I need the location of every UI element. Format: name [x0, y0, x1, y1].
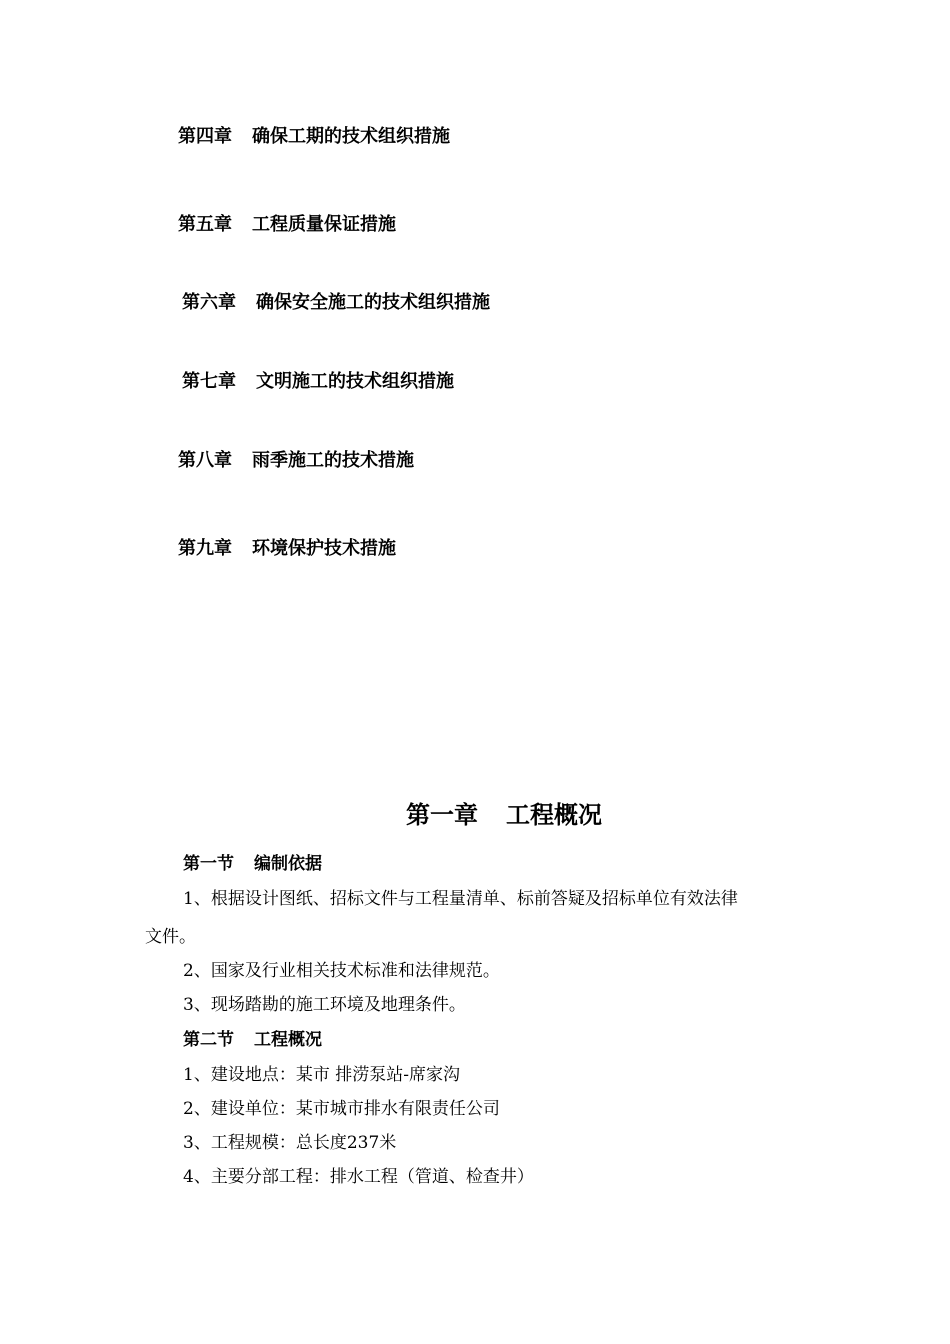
- chapter-name: 工程概况: [506, 800, 602, 829]
- section-title: 工程概况: [254, 1030, 322, 1050]
- toc-chapter-title: 工程质量保证措施: [252, 214, 396, 235]
- toc-chapter-number: 第八章: [178, 450, 232, 471]
- toc-chapter-number: 第四章: [178, 126, 232, 147]
- chapter-title: [406, 800, 602, 830]
- toc-chapter-title: 文明施工的技术组织措施: [256, 371, 454, 392]
- section1-item-1-continuation: 文件。: [145, 927, 196, 947]
- section2-item-3: 3、工程规模：总长度237米: [183, 1133, 397, 1153]
- toc-item-chapter-5: [178, 214, 396, 236]
- section2-item-1: 1、建设地点：某市 排涝泵站-席家沟: [183, 1065, 460, 1085]
- toc-item-chapter-9: [178, 538, 396, 560]
- section1-item-3: 3、现场踏勘的施工环境及地理条件。: [183, 995, 466, 1015]
- section-heading-2: [183, 1029, 322, 1051]
- section-number: 第一节: [183, 854, 234, 874]
- toc-chapter-title: 雨季施工的技术措施: [252, 450, 414, 471]
- section2-item-4: 4、主要分部工程：排水工程（管道、检查井）: [183, 1167, 534, 1187]
- section2-item-2: 2、建设单位：某市城市排水有限责任公司: [183, 1099, 500, 1119]
- section-number: 第二节: [183, 1030, 234, 1050]
- toc-chapter-number: 第五章: [178, 214, 232, 235]
- toc-chapter-title: 确保工期的技术组织措施: [252, 126, 450, 147]
- toc-chapter-title: 确保安全施工的技术组织措施: [256, 292, 490, 313]
- toc-chapter-title: 环境保护技术措施: [252, 538, 396, 559]
- toc-item-chapter-4: [178, 126, 450, 148]
- toc-item-chapter-6: [182, 292, 490, 314]
- chapter-number: 第一章: [406, 800, 478, 829]
- toc-item-chapter-7: [182, 371, 454, 393]
- section1-item-1: 1、根据设计图纸、招标文件与工程量清单、标前答疑及招标单位有效法律: [183, 889, 738, 909]
- toc-item-chapter-8: [178, 450, 414, 472]
- toc-chapter-number: 第六章: [182, 292, 236, 313]
- section-title: 编制依据: [254, 854, 322, 874]
- section-heading-1: [183, 853, 322, 875]
- toc-chapter-number: 第七章: [182, 371, 236, 392]
- toc-chapter-number: 第九章: [178, 538, 232, 559]
- section1-item-2: 2、国家及行业相关技术标准和法律规范。: [183, 961, 500, 981]
